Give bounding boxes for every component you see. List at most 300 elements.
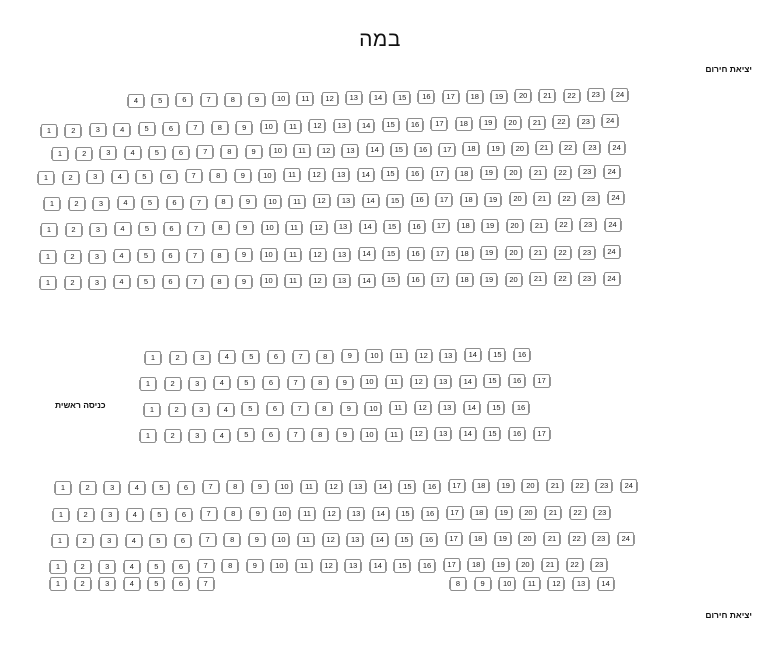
seat[interactable]: 14 [358, 168, 374, 182]
seat[interactable]: 11 [297, 92, 313, 106]
seat[interactable]: 2 [169, 403, 185, 417]
seat[interactable]: 6 [267, 402, 283, 416]
seat[interactable]: 9 [246, 145, 262, 159]
seat[interactable]: 4 [112, 170, 128, 184]
seat[interactable]: 7 [187, 275, 203, 289]
seat[interactable]: 7 [203, 480, 219, 494]
seat[interactable]: 20 [510, 192, 526, 206]
seat[interactable]: 14 [465, 348, 481, 362]
seat[interactable]: 12 [322, 92, 338, 106]
seat[interactable]: 15 [387, 194, 403, 208]
seat[interactable]: 17 [432, 247, 448, 261]
seat[interactable]: 16 [419, 559, 435, 573]
seat[interactable]: 9 [235, 169, 251, 183]
seat[interactable]: 11 [524, 577, 540, 591]
seat[interactable]: 19 [480, 116, 496, 130]
seat[interactable]: 13 [345, 559, 361, 573]
seat[interactable]: 16 [409, 220, 425, 234]
seat[interactable]: 11 [294, 144, 310, 158]
seat[interactable]: 13 [335, 220, 351, 234]
seat[interactable]: 17 [439, 143, 455, 157]
seat[interactable]: 7 [201, 507, 217, 521]
seat[interactable]: 3 [194, 351, 210, 365]
seat[interactable]: 6 [164, 222, 180, 236]
seat[interactable]: 20 [506, 246, 522, 260]
seat[interactable]: 12 [324, 507, 340, 521]
seat[interactable]: 22 [572, 479, 588, 493]
seat[interactable]: 21 [547, 479, 563, 493]
seat[interactable]: 24 [604, 245, 620, 259]
seat[interactable]: 2 [77, 534, 93, 548]
seat[interactable]: 10 [261, 248, 277, 262]
seat[interactable]: 11 [386, 428, 402, 442]
seat[interactable]: 17 [447, 506, 463, 520]
seat[interactable]: 7 [293, 350, 309, 364]
seat[interactable]: 10 [361, 375, 377, 389]
seat[interactable]: 7 [198, 559, 214, 573]
seat[interactable]: 8 [312, 428, 328, 442]
seat[interactable]: 4 [114, 275, 130, 289]
seat[interactable]: 3 [100, 146, 116, 160]
seat[interactable]: 13 [573, 577, 589, 591]
seat[interactable]: 16 [509, 427, 525, 441]
seat[interactable]: 10 [265, 195, 281, 209]
seat[interactable]: 5 [136, 170, 152, 184]
seat[interactable]: 13 [334, 274, 350, 288]
seat[interactable]: 23 [579, 246, 595, 260]
seat[interactable]: 1 [52, 147, 68, 161]
seat[interactable]: 3 [90, 123, 106, 137]
seat[interactable]: 2 [69, 197, 85, 211]
seat[interactable]: 6 [263, 376, 279, 390]
seat[interactable]: 17 [534, 427, 550, 441]
seat[interactable]: 5 [139, 122, 155, 136]
seat[interactable]: 17 [432, 273, 448, 287]
seat[interactable]: 12 [309, 168, 325, 182]
seat[interactable]: 5 [139, 222, 155, 236]
seat[interactable]: 23 [596, 479, 612, 493]
seat[interactable]: 17 [446, 532, 462, 546]
seat[interactable]: 7 [188, 222, 204, 236]
seat[interactable]: 4 [127, 508, 143, 522]
seat[interactable]: 15 [384, 220, 400, 234]
seat[interactable]: 5 [242, 402, 258, 416]
seat[interactable]: 9 [236, 275, 252, 289]
seat[interactable]: 5 [238, 376, 254, 390]
seat[interactable]: 8 [227, 480, 243, 494]
seat[interactable]: 23 [591, 558, 607, 572]
seat[interactable]: 1 [44, 197, 60, 211]
seat[interactable]: 6 [176, 508, 192, 522]
seat[interactable]: 12 [326, 480, 342, 494]
seat[interactable]: 6 [161, 170, 177, 184]
seat[interactable]: 12 [309, 119, 325, 133]
seat[interactable]: 2 [65, 276, 81, 290]
seat[interactable]: 13 [338, 194, 354, 208]
seat[interactable]: 21 [530, 272, 546, 286]
seat[interactable]: 17 [431, 117, 447, 131]
seat[interactable]: 20 [512, 142, 528, 156]
seat[interactable]: 4 [128, 94, 144, 108]
seat[interactable]: 7 [198, 577, 214, 591]
seat[interactable]: 24 [604, 272, 620, 286]
seat[interactable]: 24 [612, 88, 628, 102]
seat[interactable]: 15 [391, 143, 407, 157]
seat[interactable]: 22 [567, 558, 583, 572]
seat[interactable]: 5 [149, 146, 165, 160]
seat[interactable]: 14 [373, 507, 389, 521]
seat[interactable]: 24 [609, 141, 625, 155]
seat[interactable]: 13 [347, 533, 363, 547]
seat[interactable]: 10 [273, 92, 289, 106]
seat[interactable]: 24 [605, 218, 621, 232]
seat[interactable]: 6 [176, 93, 192, 107]
seat[interactable]: 9 [341, 402, 357, 416]
seat[interactable]: 5 [148, 577, 164, 591]
seat[interactable]: 2 [78, 508, 94, 522]
seat[interactable]: 6 [163, 275, 179, 289]
seat[interactable]: 1 [38, 171, 54, 185]
seat[interactable]: 13 [440, 349, 456, 363]
seat[interactable]: 18 [471, 506, 487, 520]
seat[interactable]: 6 [175, 534, 191, 548]
seat[interactable]: 22 [559, 192, 575, 206]
seat[interactable]: 9 [236, 121, 252, 135]
seat[interactable]: 7 [187, 249, 203, 263]
seat[interactable]: 15 [484, 374, 500, 388]
seat[interactable]: 21 [542, 558, 558, 572]
seat[interactable]: 10 [499, 577, 515, 591]
seat[interactable]: 2 [63, 171, 79, 185]
seat[interactable]: 20 [507, 219, 523, 233]
seat[interactable]: 2 [80, 481, 96, 495]
seat[interactable]: 11 [298, 533, 314, 547]
seat[interactable]: 18 [473, 479, 489, 493]
seat[interactable]: 10 [273, 533, 289, 547]
seat[interactable]: 1 [52, 534, 68, 548]
seat[interactable]: 12 [310, 248, 326, 262]
seat[interactable]: 6 [167, 196, 183, 210]
seat[interactable]: 14 [370, 91, 386, 105]
seat[interactable]: 8 [224, 533, 240, 547]
seat[interactable]: 15 [484, 427, 500, 441]
seat[interactable]: 2 [65, 250, 81, 264]
seat[interactable]: 18 [468, 558, 484, 572]
seat[interactable]: 7 [288, 428, 304, 442]
seat[interactable]: 22 [564, 89, 580, 103]
seat[interactable]: 12 [411, 375, 427, 389]
seat[interactable]: 2 [170, 351, 186, 365]
seat[interactable]: 3 [189, 429, 205, 443]
seat[interactable]: 7 [201, 93, 217, 107]
seat[interactable]: 7 [186, 169, 202, 183]
seat[interactable]: 15 [383, 273, 399, 287]
seat[interactable]: 8 [317, 350, 333, 364]
seat[interactable]: 13 [439, 401, 455, 415]
seat[interactable]: 10 [366, 349, 382, 363]
seat[interactable]: 14 [372, 533, 388, 547]
seat[interactable]: 18 [470, 532, 486, 546]
seat[interactable]: 20 [522, 479, 538, 493]
seat[interactable]: 4 [214, 376, 230, 390]
seat[interactable]: 10 [270, 144, 286, 158]
seat[interactable]: 3 [189, 377, 205, 391]
seat[interactable]: 11 [386, 375, 402, 389]
seat[interactable]: 18 [461, 193, 477, 207]
seat[interactable]: 14 [464, 401, 480, 415]
seat[interactable]: 2 [75, 560, 91, 574]
seat[interactable]: 9 [337, 428, 353, 442]
seat[interactable]: 6 [178, 481, 194, 495]
seat[interactable]: 12 [311, 221, 327, 235]
seat[interactable]: 1 [41, 124, 57, 138]
seat[interactable]: 4 [126, 534, 142, 548]
seat[interactable]: 8 [210, 169, 226, 183]
seat[interactable]: 17 [449, 479, 465, 493]
seat[interactable]: 3 [99, 560, 115, 574]
seat[interactable]: 12 [416, 349, 432, 363]
seat[interactable]: 2 [165, 377, 181, 391]
seat[interactable]: 23 [579, 272, 595, 286]
seat[interactable]: 10 [274, 507, 290, 521]
seat[interactable]: 17 [432, 167, 448, 181]
seat[interactable]: 4 [125, 146, 141, 160]
seat[interactable]: 12 [415, 401, 431, 415]
seat[interactable]: 22 [560, 141, 576, 155]
seat[interactable]: 17 [433, 219, 449, 233]
seat[interactable]: 23 [594, 506, 610, 520]
seat[interactable]: 4 [129, 481, 145, 495]
seat[interactable]: 16 [422, 507, 438, 521]
seat[interactable]: 6 [263, 428, 279, 442]
seat[interactable]: 21 [536, 141, 552, 155]
seat[interactable]: 10 [259, 169, 275, 183]
seat[interactable]: 7 [197, 145, 213, 159]
seat[interactable]: 20 [517, 558, 533, 572]
seat[interactable]: 15 [488, 401, 504, 415]
seat[interactable]: 17 [443, 90, 459, 104]
seat[interactable]: 9 [250, 507, 266, 521]
seat[interactable]: 15 [396, 533, 412, 547]
seat[interactable]: 5 [243, 350, 259, 364]
seat[interactable]: 10 [361, 428, 377, 442]
seat[interactable]: 11 [299, 507, 315, 521]
seat[interactable]: 13 [334, 248, 350, 262]
seat[interactable]: 14 [359, 274, 375, 288]
seat[interactable]: 19 [491, 90, 507, 104]
seat[interactable]: 13 [348, 507, 364, 521]
seat[interactable]: 3 [99, 577, 115, 591]
seat[interactable]: 14 [370, 559, 386, 573]
seat[interactable]: 19 [481, 246, 497, 260]
seat[interactable]: 22 [553, 115, 569, 129]
seat[interactable]: 17 [436, 193, 452, 207]
seat[interactable]: 8 [222, 559, 238, 573]
seat[interactable]: 13 [350, 480, 366, 494]
seat[interactable]: 19 [481, 166, 497, 180]
seat[interactable]: 24 [618, 532, 634, 546]
seat[interactable]: 10 [271, 559, 287, 573]
seat[interactable]: 8 [213, 221, 229, 235]
seat[interactable]: 5 [152, 94, 168, 108]
seat[interactable]: 14 [598, 577, 614, 591]
seat[interactable]: 7 [200, 533, 216, 547]
seat[interactable]: 11 [301, 480, 317, 494]
seat[interactable]: 18 [456, 167, 472, 181]
seat[interactable]: 11 [284, 168, 300, 182]
seat[interactable]: 15 [489, 348, 505, 362]
seat[interactable]: 8 [225, 93, 241, 107]
seat[interactable]: 1 [53, 508, 69, 522]
seat[interactable]: 16 [514, 348, 530, 362]
seat[interactable]: 9 [249, 533, 265, 547]
seat[interactable]: 4 [114, 123, 130, 137]
seat[interactable]: 9 [342, 349, 358, 363]
seat[interactable]: 1 [40, 250, 56, 264]
seat[interactable]: 23 [583, 192, 599, 206]
seat[interactable]: 8 [450, 577, 466, 591]
seat[interactable]: 19 [481, 273, 497, 287]
seat[interactable]: 2 [65, 124, 81, 138]
seat[interactable]: 6 [268, 350, 284, 364]
seat[interactable]: 1 [145, 351, 161, 365]
seat[interactable]: 20 [515, 89, 531, 103]
seat[interactable]: 12 [314, 194, 330, 208]
seat[interactable]: 12 [310, 274, 326, 288]
seat[interactable]: 7 [187, 121, 203, 135]
seat[interactable]: 5 [142, 196, 158, 210]
seat[interactable]: 1 [140, 429, 156, 443]
seat[interactable]: 21 [530, 166, 546, 180]
seat[interactable]: 9 [240, 195, 256, 209]
seat[interactable]: 11 [285, 120, 301, 134]
seat[interactable]: 10 [276, 480, 292, 494]
seat[interactable]: 4 [114, 249, 130, 263]
seat[interactable]: 21 [534, 192, 550, 206]
seat[interactable]: 9 [475, 577, 491, 591]
seat[interactable]: 21 [539, 89, 555, 103]
seat[interactable]: 5 [150, 534, 166, 548]
seat[interactable]: 24 [602, 114, 618, 128]
seat[interactable]: 23 [584, 141, 600, 155]
seat[interactable]: 3 [104, 481, 120, 495]
seat[interactable]: 11 [296, 559, 312, 573]
seat[interactable]: 16 [412, 193, 428, 207]
seat[interactable]: 4 [219, 350, 235, 364]
seat[interactable]: 21 [531, 219, 547, 233]
seat[interactable]: 5 [138, 275, 154, 289]
seat[interactable]: 20 [506, 273, 522, 287]
seat[interactable]: 3 [193, 403, 209, 417]
seat[interactable]: 1 [40, 276, 56, 290]
seat[interactable]: 5 [151, 508, 167, 522]
seat[interactable]: 20 [520, 506, 536, 520]
seat[interactable]: 22 [555, 272, 571, 286]
seat[interactable]: 6 [163, 249, 179, 263]
seat[interactable]: 6 [173, 560, 189, 574]
seat[interactable]: 9 [237, 221, 253, 235]
seat[interactable]: 21 [545, 506, 561, 520]
seat[interactable]: 22 [569, 532, 585, 546]
seat[interactable]: 20 [519, 532, 535, 546]
seat[interactable]: 8 [212, 275, 228, 289]
seat[interactable]: 16 [408, 247, 424, 261]
seat[interactable]: 15 [382, 167, 398, 181]
seat[interactable]: 24 [604, 165, 620, 179]
seat[interactable]: 15 [394, 91, 410, 105]
seat[interactable]: 18 [457, 247, 473, 261]
seat[interactable]: 13 [435, 427, 451, 441]
seat[interactable]: 18 [458, 219, 474, 233]
seat[interactable]: 4 [115, 222, 131, 236]
seat[interactable]: 19 [498, 479, 514, 493]
seat[interactable]: 4 [124, 560, 140, 574]
seat[interactable]: 16 [407, 167, 423, 181]
seat[interactable]: 19 [485, 193, 501, 207]
seat[interactable]: 14 [363, 194, 379, 208]
seat[interactable]: 19 [493, 558, 509, 572]
seat[interactable]: 9 [252, 480, 268, 494]
seat[interactable]: 15 [397, 507, 413, 521]
seat[interactable]: 1 [140, 377, 156, 391]
seat[interactable]: 16 [424, 480, 440, 494]
seat[interactable]: 17 [444, 558, 460, 572]
seat[interactable]: 23 [588, 88, 604, 102]
seat[interactable]: 16 [415, 143, 431, 157]
seat[interactable]: 1 [50, 577, 66, 591]
seat[interactable]: 5 [238, 428, 254, 442]
seat[interactable]: 13 [333, 168, 349, 182]
seat[interactable]: 14 [359, 247, 375, 261]
seat[interactable]: 23 [580, 218, 596, 232]
seat[interactable]: 3 [102, 508, 118, 522]
seat[interactable]: 24 [621, 479, 637, 493]
seat[interactable]: 14 [358, 119, 374, 133]
seat[interactable]: 18 [456, 117, 472, 131]
seat[interactable]: 22 [555, 246, 571, 260]
seat[interactable]: 14 [375, 480, 391, 494]
seat[interactable]: 1 [55, 481, 71, 495]
seat[interactable]: 12 [548, 577, 564, 591]
seat[interactable]: 10 [365, 402, 381, 416]
seat[interactable]: 9 [249, 93, 265, 107]
seat[interactable]: 9 [337, 376, 353, 390]
seat[interactable]: 3 [93, 197, 109, 211]
seat[interactable]: 17 [534, 374, 550, 388]
seat[interactable]: 5 [148, 560, 164, 574]
seat[interactable]: 23 [593, 532, 609, 546]
seat[interactable]: 5 [153, 481, 169, 495]
seat[interactable]: 4 [214, 429, 230, 443]
seat[interactable]: 13 [346, 91, 362, 105]
seat[interactable]: 19 [495, 532, 511, 546]
seat[interactable]: 20 [505, 166, 521, 180]
seat[interactable]: 12 [411, 427, 427, 441]
seat[interactable]: 2 [76, 147, 92, 161]
seat[interactable]: 21 [544, 532, 560, 546]
seat[interactable]: 7 [292, 402, 308, 416]
seat[interactable]: 19 [482, 219, 498, 233]
seat[interactable]: 8 [312, 376, 328, 390]
seat[interactable]: 3 [87, 170, 103, 184]
seat[interactable]: 8 [212, 249, 228, 263]
seat[interactable]: 11 [391, 349, 407, 363]
seat[interactable]: 15 [394, 559, 410, 573]
seat[interactable]: 16 [509, 374, 525, 388]
seat[interactable]: 16 [407, 118, 423, 132]
seat[interactable]: 21 [529, 116, 545, 130]
seat[interactable]: 12 [323, 533, 339, 547]
